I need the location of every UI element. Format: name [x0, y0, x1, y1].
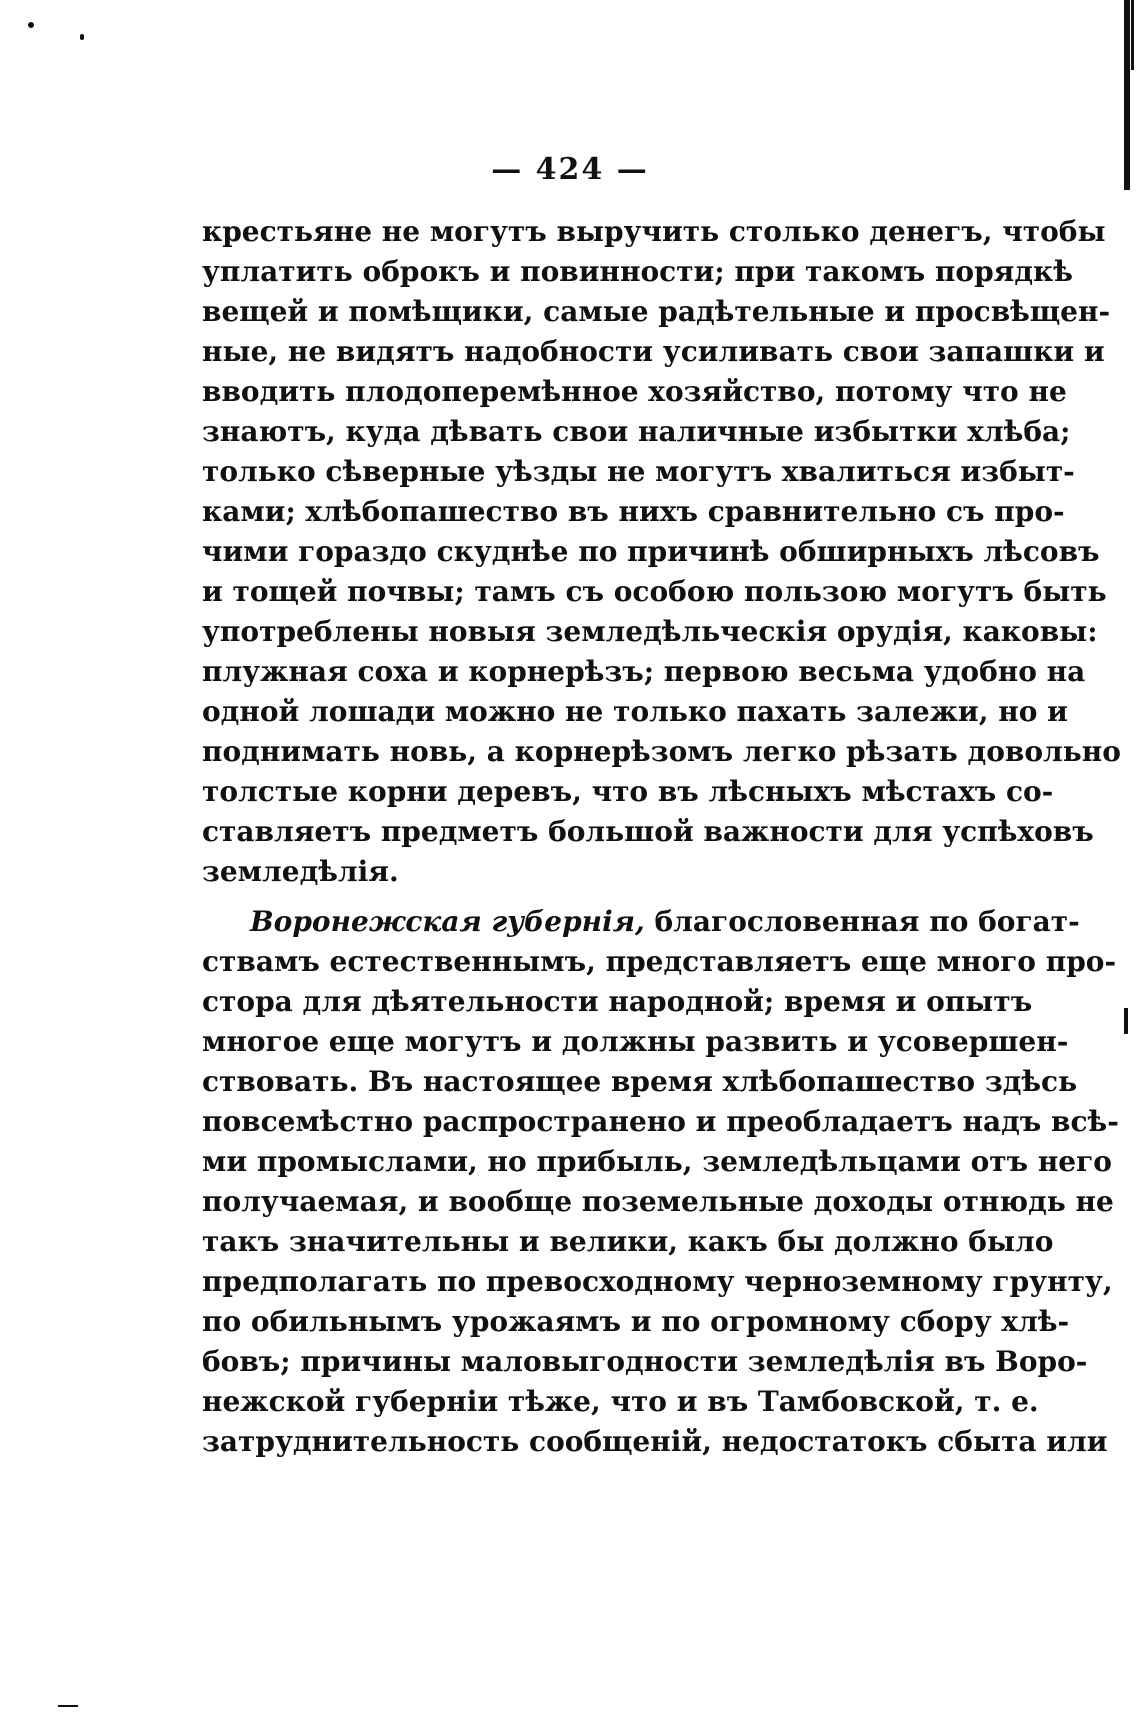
text-line-first — [202, 902, 1080, 942]
text-line: одной лошади можно не только пахать залежи, но и — [202, 695, 1068, 728]
text-line: употреблены новыя земледѣльческія орудія, каковы: — [202, 615, 1098, 648]
text-line: нежской губерніи тѣже, что и въ Тамбовской, т. е. — [202, 1385, 1039, 1418]
text-line-rest: благословенная по богат- — [644, 905, 1080, 938]
scan-speck — [58, 1705, 78, 1707]
text-line: только сѣверные уѣзды не могутъ хвалиться избыт- — [202, 455, 1075, 488]
text-line: ствовать. Въ настоящее время хлѣбопашество здѣсь — [202, 1065, 1078, 1098]
scan-speck — [1124, 1008, 1128, 1034]
scan-edge-mark — [1124, 0, 1130, 190]
text-line: вещей и помѣщики, самые радѣтельные и просвѣщен- — [202, 295, 1111, 328]
text-line: такъ значительны и велики, какъ бы должно было — [202, 1225, 1054, 1258]
scan-edge-mark — [1131, 0, 1134, 70]
text-line: ные, не видятъ надобности усиливать свои запашки и — [202, 335, 1105, 368]
text-line: крестьяне не могутъ выручить столько денегъ, чтобы — [202, 215, 1106, 248]
text-line: ками; хлѣбопашество въ нихъ сравнительно съ про- — [202, 495, 1065, 528]
page-number: — 424 — — [491, 152, 649, 187]
text-line: бовъ; причины маловыгодности земледѣлія въ Воро- — [202, 1345, 1088, 1378]
text-line: стора для дѣятельности народной; время и опытъ — [202, 985, 1033, 1018]
text-line: и тощей почвы; тамъ съ особою пользою могутъ быть — [202, 575, 1107, 608]
text-line: ми промыслами, но прибыль, земледѣльцами отъ него — [202, 1145, 1112, 1178]
text-line: предполагать по превосходному черноземному грунту, — [202, 1265, 1113, 1298]
text-line: земледѣлія. — [202, 855, 399, 888]
text-line: плужная соха и корнерѣзъ; первою весьма удобно на — [202, 655, 1086, 688]
paragraph-1 — [202, 212, 1121, 892]
text-line: ствамъ естественнымъ, представляетъ еще много про- — [202, 945, 1117, 978]
text-line: вводить плодоперемѣнное хозяйство, потому что не — [202, 375, 1067, 408]
paragraph-2 — [202, 902, 1119, 1462]
text-line: чими гораздо скуднѣе по причинѣ обширныхъ лѣсовъ — [202, 535, 1100, 568]
text-line: повсемѣстно распространено и преобладаетъ надъ всѣ- — [202, 1105, 1119, 1138]
text-line: многое еще могутъ и должны развить и усовершен- — [202, 1025, 1069, 1058]
text-line: по обильнымъ урожаямъ и по огромному сбору хлѣ- — [202, 1305, 1070, 1338]
text-line: ставляетъ предметъ большой важности для успѣховъ — [202, 815, 1094, 848]
region-heading: Воронежская губернія, — [250, 905, 645, 938]
text-line: получаемая, и вообще поземельные доходы отнюдь не — [202, 1185, 1114, 1218]
scan-speck — [28, 22, 34, 28]
text-line: поднимать новь, а корнерѣзомъ легко рѣзать довольно — [202, 735, 1121, 768]
text-body — [202, 212, 1121, 1462]
text-line: толстые корни деревъ, что въ лѣсныхъ мѣстахъ со- — [202, 775, 1054, 808]
scan-speck — [80, 34, 84, 40]
text-line: знаютъ, куда дѣвать свои наличные избытки хлѣба; — [202, 415, 1071, 448]
paragraph-gap — [202, 892, 962, 902]
text-line: уплатить оброкъ и повинности; при такомъ порядкѣ — [202, 255, 1073, 288]
text-line: затруднительность сообщеній, недостатокъ сбыта или — [202, 1425, 1108, 1458]
